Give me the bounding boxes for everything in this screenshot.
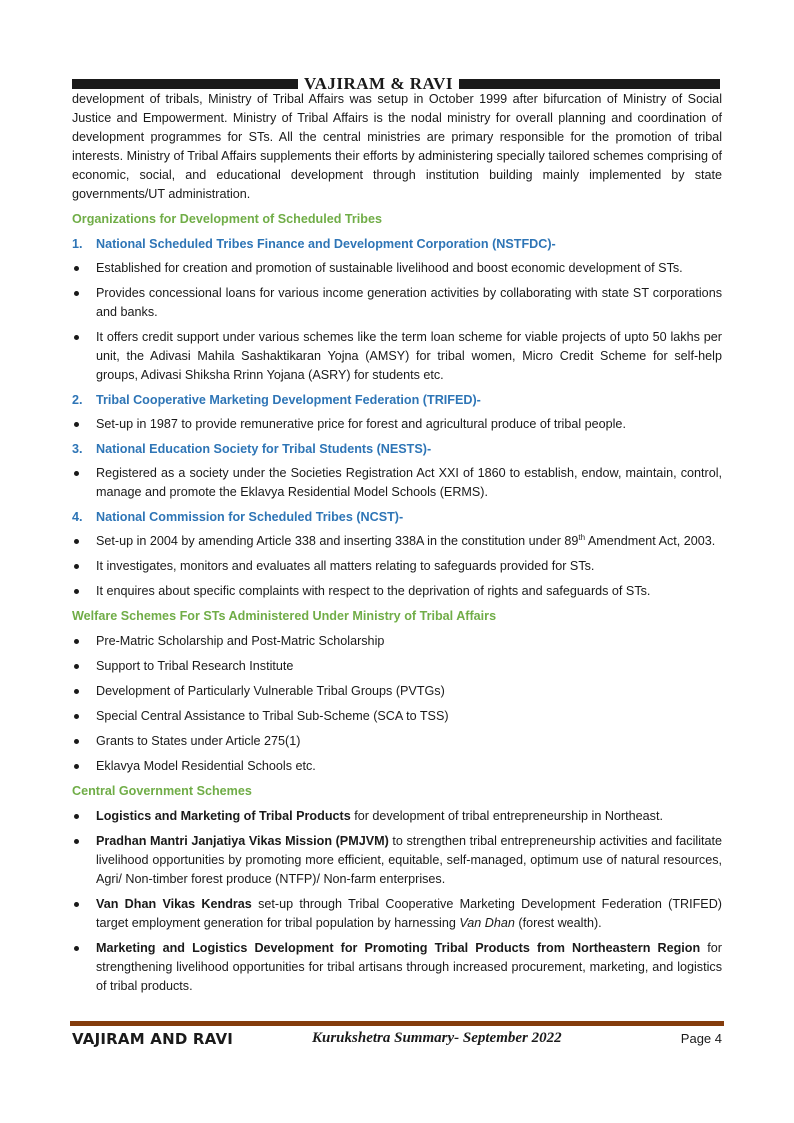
org-title: Tribal Cooperative Marketing Development Federation (TRIFED)-	[96, 393, 481, 407]
list-item	[72, 259, 722, 278]
page-number: Page 4	[680, 1031, 722, 1046]
list-item-text: Set-up in 2004 by amending Article 338 and inserting 338A in the constitution under 89	[96, 534, 579, 548]
list-item-text: Special Central Assistance to Tribal Sub-Scheme (SCA to TSS)	[96, 709, 449, 723]
org-bullets-ncst	[72, 532, 722, 601]
footer-publication: Kurukshetra Summary- September 2022	[312, 1030, 562, 1046]
org-number: 4.	[72, 510, 83, 524]
list-item-text: (forest wealth).	[514, 916, 602, 930]
bullet-icon	[74, 764, 79, 769]
bullet-icon	[74, 946, 79, 951]
bullet-icon	[74, 814, 79, 819]
list-item	[72, 732, 722, 751]
org-heading-nests	[72, 440, 722, 459]
scheme-name: Pradhan Mantri Janjatiya Vikas Mission (PMJVM)	[96, 834, 389, 848]
bullet-icon	[74, 839, 79, 844]
org-bullets-nests	[72, 464, 722, 502]
bullet-icon	[74, 266, 79, 271]
page-footer	[72, 1030, 722, 1050]
list-item	[72, 415, 722, 434]
section-heading-organizations: Organizations for Development of Scheduled Tribes	[72, 212, 382, 226]
list-item-text: Registered as a society under the Societies Registration Act XXI of 1860 to establish, endow, maintain, control, manage and promote the Eklavya Residential Model Schools (ERMS).	[96, 466, 722, 499]
list-item-text: It enquires about specific complaints with respect to the deprivation of rights and safeguards of STs.	[96, 584, 651, 598]
list-item-text: for development of tribal entrepreneurship in Northeast.	[350, 809, 663, 823]
org-number: 1.	[72, 237, 83, 251]
bullet-icon	[74, 335, 79, 340]
central-list	[72, 807, 722, 996]
org-title: National Education Society for Tribal Students (NESTS)-	[96, 442, 432, 456]
list-item	[72, 807, 722, 826]
section-heading-welfare: Welfare Schemes For STs Administered Under Ministry of Tribal Affairs	[72, 609, 497, 623]
bullet-icon	[74, 539, 79, 544]
list-item-text: It offers credit support under various schemes like the term loan scheme for viable projects of upto 50 lakhs per unit, the Adivasi Mahila Sashaktikaran Yojna (AMSY) for tribal women, Micro Credit Scheme for self-help groups, Adivasi Shiksha Rrinn Yojana (ASRY) for students etc.	[96, 330, 722, 382]
bullet-icon	[74, 564, 79, 569]
org-number: 2.	[72, 393, 83, 407]
list-item	[72, 582, 722, 601]
list-item-text: Development of Particularly Vulnerable Tribal Groups (PVTGs)	[96, 684, 445, 698]
org-bullets-trifed	[72, 415, 722, 434]
org-title: National Commission for Scheduled Tribes (NCST)-	[96, 510, 404, 524]
list-item	[72, 682, 722, 701]
list-item	[72, 632, 722, 651]
section-heading-central: Central Government Schemes	[72, 784, 252, 798]
list-item	[72, 557, 722, 576]
header-title: VAJIRAM & RAVI	[304, 74, 453, 93]
welfare-list	[72, 632, 722, 776]
list-item	[72, 328, 722, 385]
intro-paragraph: development of tribals, Ministry of Tribal Affairs was setup in October 1999 after bifurcation of Ministry of Social Justice and Empowerment. Ministry of Tribal Affairs is the nodal ministry for overall planning and coordination of development programmes for STs. All the central ministries are primary responsible for the promotion of tribal interests. Ministry of Tribal Affairs supplements their efforts by administering specially tailored schemes comprising of economic, social, and educational development through institution building mainly implemented by state governments/UT administration.	[72, 92, 722, 201]
list-item	[72, 657, 722, 676]
bullet-icon	[74, 739, 79, 744]
list-item	[72, 284, 722, 322]
list-item-text: Grants to States under Article 275(1)	[96, 734, 301, 748]
org-title: National Scheduled Tribes Finance and Development Corporation (NSTFDC)-	[96, 237, 556, 251]
list-item	[72, 832, 722, 889]
bullet-icon	[74, 422, 79, 427]
header-bar-right	[459, 79, 720, 89]
scheme-name: Marketing and Logistics Development for Promoting Tribal Products from Northeastern Region	[96, 941, 701, 955]
list-item-text: set-up through Tribal Cooperative Marketing Development Federation (TRIFED) target employment generation for tribal population by harnessing	[96, 897, 722, 930]
list-item-text: Amendment Act, 2003.	[585, 534, 716, 548]
bullet-icon	[74, 589, 79, 594]
bullet-icon	[74, 714, 79, 719]
list-item-text: to strengthen tribal entrepreneurship activities and facilitate livelihood opportunities by promoting more efficient, equitable, self-managed, optimum use of natural resources, Agri/ Non-timber forest produce (NTFP)/ Non-farm enterprises.	[96, 834, 722, 886]
header-bar-left	[72, 79, 298, 89]
org-heading-ncst	[72, 508, 722, 527]
list-item	[72, 757, 722, 776]
list-item-text: Pre-Matric Scholarship and Post-Matric Scholarship	[96, 634, 385, 648]
list-item-text: Set-up in 1987 to provide remunerative price for forest and agricultural produce of tribal people.	[96, 417, 626, 431]
list-item-text: Eklavya Model Residential Schools etc.	[96, 759, 316, 773]
footer-rule	[70, 1021, 724, 1026]
list-item-text: It investigates, monitors and evaluates all matters relating to safeguards provided for STs.	[96, 559, 595, 573]
bullet-icon	[74, 471, 79, 476]
list-item	[72, 939, 722, 996]
org-number: 3.	[72, 442, 83, 456]
page-content	[72, 90, 722, 1002]
bullet-icon	[74, 639, 79, 644]
org-bullets-nstfdc	[72, 259, 722, 385]
list-item-text: Support to Tribal Research Institute	[96, 659, 294, 673]
scheme-name: Van Dhan Vikas Kendras	[96, 897, 252, 911]
italic-term: Van Dhan	[459, 916, 515, 930]
superscript: th	[578, 532, 586, 542]
list-item	[72, 464, 722, 502]
list-item-text: Provides concessional loans for various income generation activities by collaborating with state ST corporations and banks.	[96, 286, 722, 319]
bullet-icon	[74, 689, 79, 694]
org-heading-trifed	[72, 391, 722, 410]
list-item	[72, 532, 722, 551]
bullet-icon	[74, 902, 79, 907]
footer-brand: VAJIRAM AND RAVI	[72, 1030, 234, 1048]
list-item	[72, 895, 722, 933]
scheme-name: Logistics and Marketing of Tribal Products	[96, 809, 351, 823]
bullet-icon	[74, 291, 79, 296]
bullet-icon	[74, 664, 79, 669]
list-item	[72, 707, 722, 726]
list-item-text: for strengthening livelihood opportunities for tribal artisans through increased procurement, marketing, and logistics of tribal products.	[96, 941, 722, 993]
page-header	[72, 74, 720, 93]
list-item-text: Established for creation and promotion of sustainable livelihood and boost economic development of STs.	[96, 261, 683, 275]
org-heading-nstfdc	[72, 235, 722, 254]
